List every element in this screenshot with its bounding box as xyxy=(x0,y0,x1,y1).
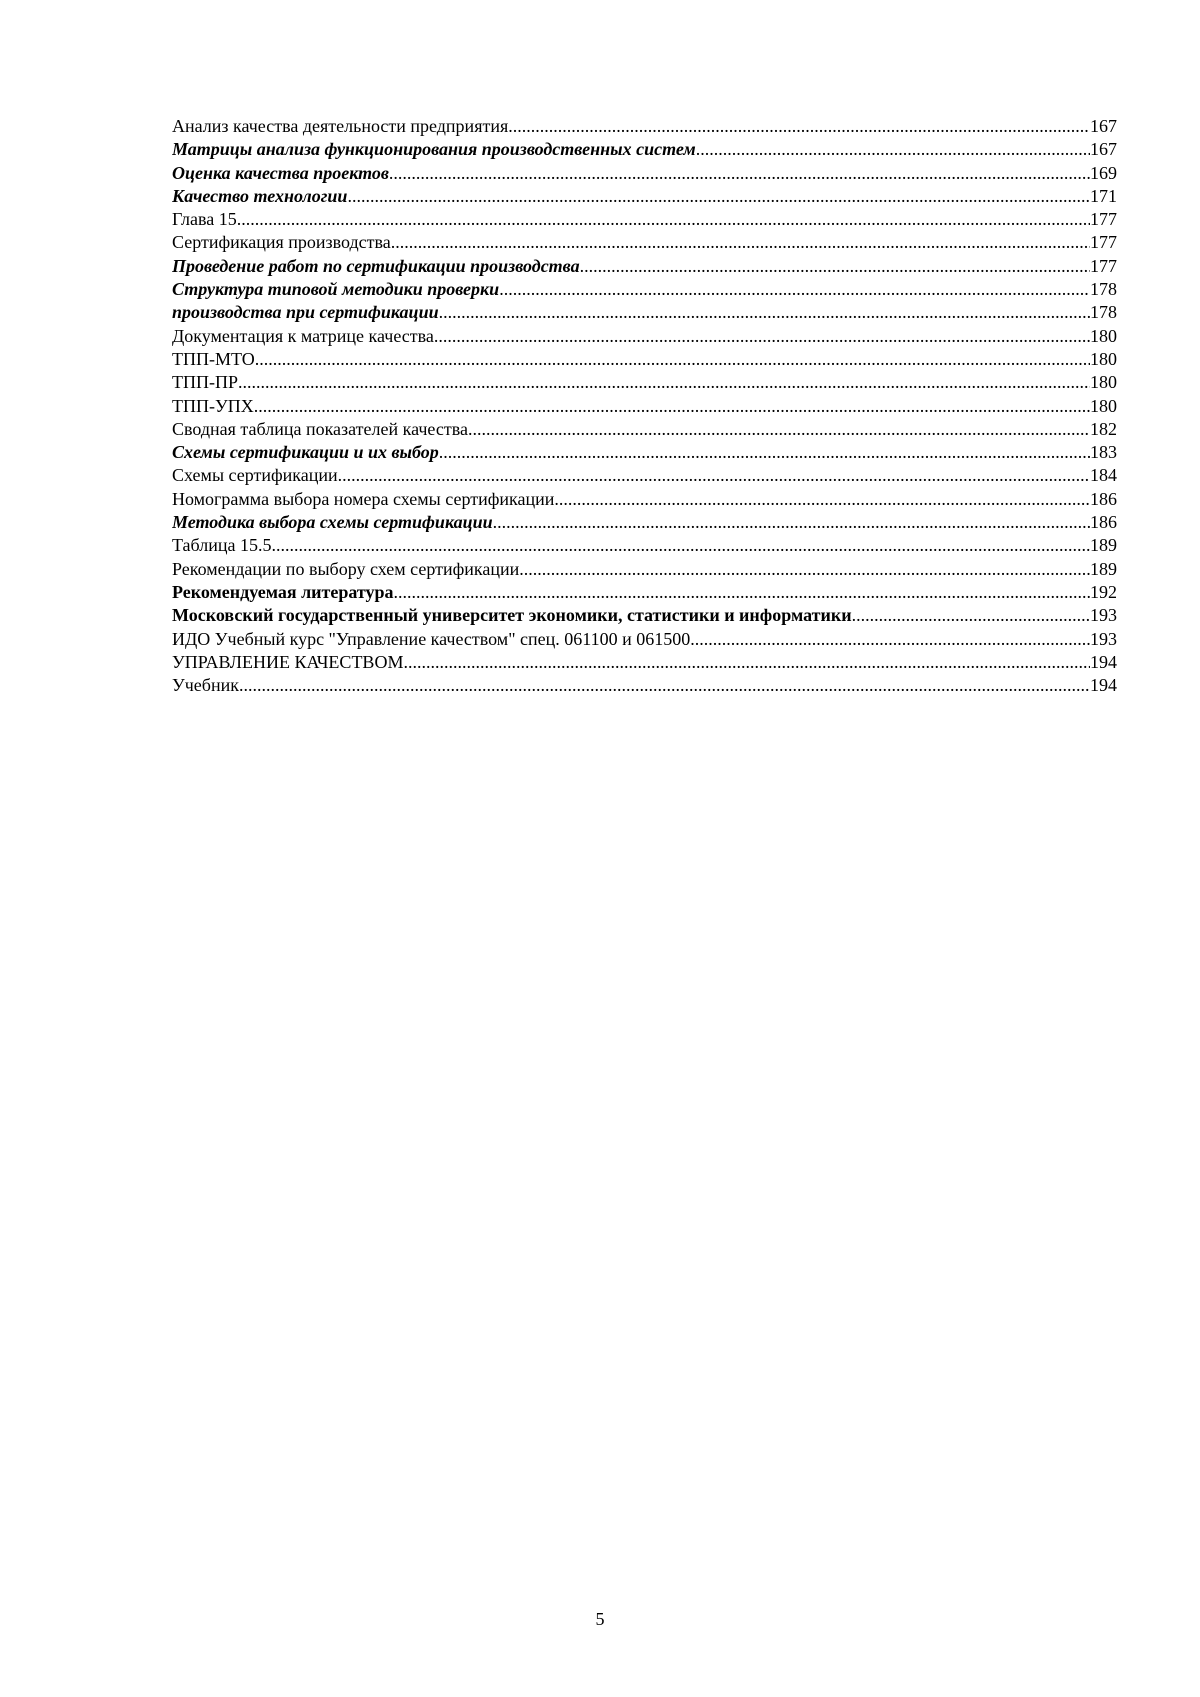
toc-entry xyxy=(172,208,1117,231)
toc-entry xyxy=(172,138,1117,161)
toc-dot-leader xyxy=(241,208,1090,231)
toc-entry xyxy=(172,581,1117,604)
toc-entry-title: Схемы сертификации xyxy=(172,465,338,486)
toc-entry-page: 182 xyxy=(1090,418,1117,439)
toc-dot-leader xyxy=(338,464,1090,487)
toc-entry-page: 194 xyxy=(1090,651,1117,672)
toc-dot-leader xyxy=(580,255,1090,278)
toc-entry-title: Проведение работ по сертификации производства xyxy=(172,255,580,276)
toc-entry xyxy=(172,628,1117,651)
toc-entry xyxy=(172,115,1117,138)
toc-entry-title: Схемы сертификации и их выбор xyxy=(172,442,439,463)
toc-dot-leader xyxy=(403,651,1090,674)
toc-entry-title: производства при сертификации xyxy=(172,302,439,323)
toc-entry xyxy=(172,651,1117,674)
table-of-contents xyxy=(172,115,1117,697)
toc-entry-page: 184 xyxy=(1090,465,1117,486)
page-number: 5 xyxy=(595,1609,605,1629)
toc-entry-title: Методика выбора схемы сертификации xyxy=(172,512,493,533)
toc-entry-title: Рекомендуемая литература xyxy=(172,581,394,602)
toc-entry-page: 194 xyxy=(1090,675,1117,696)
toc-entry-page: 189 xyxy=(1090,535,1117,556)
toc-dot-leader xyxy=(254,395,1090,418)
toc-entry-page: 193 xyxy=(1090,628,1117,649)
toc-entry xyxy=(172,231,1117,254)
toc-entry-page: 178 xyxy=(1090,279,1117,300)
toc-entry-title: Таблица 15.5. xyxy=(172,535,276,556)
toc-entry-title: Документация к матрице качества xyxy=(172,325,434,346)
toc-entry xyxy=(172,371,1117,394)
toc-entry-title: ИДО Учебный курс "Управление качеством" спец. 061100 и 061500. xyxy=(172,628,695,649)
toc-dot-leader xyxy=(468,418,1090,441)
toc-entry-title: ТПП-ПР xyxy=(172,372,238,393)
toc-entry-title: Учебник xyxy=(172,675,239,696)
toc-entry-page: 177 xyxy=(1090,232,1117,253)
toc-dot-leader xyxy=(852,604,1090,627)
toc-entry-page: 192 xyxy=(1090,581,1117,602)
toc-entry xyxy=(172,464,1117,487)
toc-entry xyxy=(172,185,1117,208)
toc-dot-leader xyxy=(508,115,1090,138)
toc-dot-leader xyxy=(394,581,1090,604)
toc-dot-leader xyxy=(499,278,1090,301)
toc-entry-title: Структура типовой методики проверки xyxy=(172,279,500,300)
toc-dot-leader xyxy=(434,325,1090,348)
toc-entry xyxy=(172,278,1117,301)
toc-entry xyxy=(172,348,1117,371)
toc-entry xyxy=(172,604,1117,627)
toc-entry xyxy=(172,162,1117,185)
toc-dot-leader xyxy=(239,674,1090,697)
toc-entry-title: Номограмма выбора номера схемы сертификации xyxy=(172,488,555,509)
toc-entry-title: Анализ качества деятельности предприятия xyxy=(172,116,509,136)
toc-dot-leader xyxy=(439,301,1090,324)
toc-entry-page: 180 xyxy=(1090,372,1117,393)
toc-dot-leader xyxy=(276,534,1090,557)
toc-entry xyxy=(172,674,1117,697)
toc-entry xyxy=(172,534,1117,557)
toc-entry xyxy=(172,558,1117,581)
toc-entry xyxy=(172,325,1117,348)
toc-entry-page: 171 xyxy=(1090,185,1117,206)
toc-dot-leader xyxy=(238,371,1090,394)
toc-entry-title: УПРАВЛЕНИЕ КАЧЕСТВОМ xyxy=(172,651,404,672)
toc-entry-page: 167 xyxy=(1090,139,1117,160)
toc-entry-page: 169 xyxy=(1090,162,1117,183)
toc-dot-leader xyxy=(695,628,1090,651)
toc-entry-page: 189 xyxy=(1090,558,1117,579)
toc-entry xyxy=(172,255,1117,278)
toc-entry-page: 180 xyxy=(1090,348,1117,369)
toc-dot-leader xyxy=(347,185,1090,208)
toc-dot-leader xyxy=(439,441,1090,464)
toc-entry-page: 186 xyxy=(1090,488,1117,509)
toc-dot-leader xyxy=(519,558,1090,581)
toc-entry-page: 177 xyxy=(1090,255,1117,276)
toc-entry xyxy=(172,395,1117,418)
toc-entry-title: Глава 15. xyxy=(172,209,242,230)
toc-dot-leader xyxy=(391,231,1090,254)
toc-entry-page: 177 xyxy=(1090,209,1117,230)
toc-entry-page: 178 xyxy=(1090,302,1117,323)
toc-dot-leader xyxy=(554,488,1090,511)
toc-entry-title: Рекомендации по выбору схем сертификации xyxy=(172,558,520,579)
toc-entry-page: 180 xyxy=(1090,325,1117,346)
toc-dot-leader xyxy=(389,162,1090,185)
toc-entry-title: ТПП-МТО xyxy=(172,348,255,369)
toc-entry-page: 167 xyxy=(1090,116,1117,136)
toc-entry-title: Московский государственный университет экономики, статистики и информатики xyxy=(172,605,852,626)
toc-entry xyxy=(172,488,1117,511)
toc-entry-page: 193 xyxy=(1090,605,1117,626)
toc-entry-title: Сводная таблица показателей качества xyxy=(172,418,468,439)
toc-entry-title: Оценка качества проектов xyxy=(172,162,389,183)
toc-entry-page: 186 xyxy=(1090,512,1117,533)
toc-entry-page: 183 xyxy=(1090,442,1117,463)
toc-entry xyxy=(172,301,1117,324)
toc-entry-title: Качество технологии xyxy=(172,185,348,206)
toc-entry xyxy=(172,418,1117,441)
toc-entry-title: Сертификация производства xyxy=(172,232,391,253)
toc-entry-page: 180 xyxy=(1090,395,1117,416)
toc-entry-title: ТПП-УПХ xyxy=(172,395,254,416)
toc-entry xyxy=(172,441,1117,464)
toc-dot-leader xyxy=(493,511,1090,534)
toc-entry xyxy=(172,511,1117,534)
toc-dot-leader xyxy=(696,138,1090,161)
toc-entry-title: Матрицы анализа функционирования производственных систем xyxy=(172,139,696,160)
toc-dot-leader xyxy=(255,348,1090,371)
